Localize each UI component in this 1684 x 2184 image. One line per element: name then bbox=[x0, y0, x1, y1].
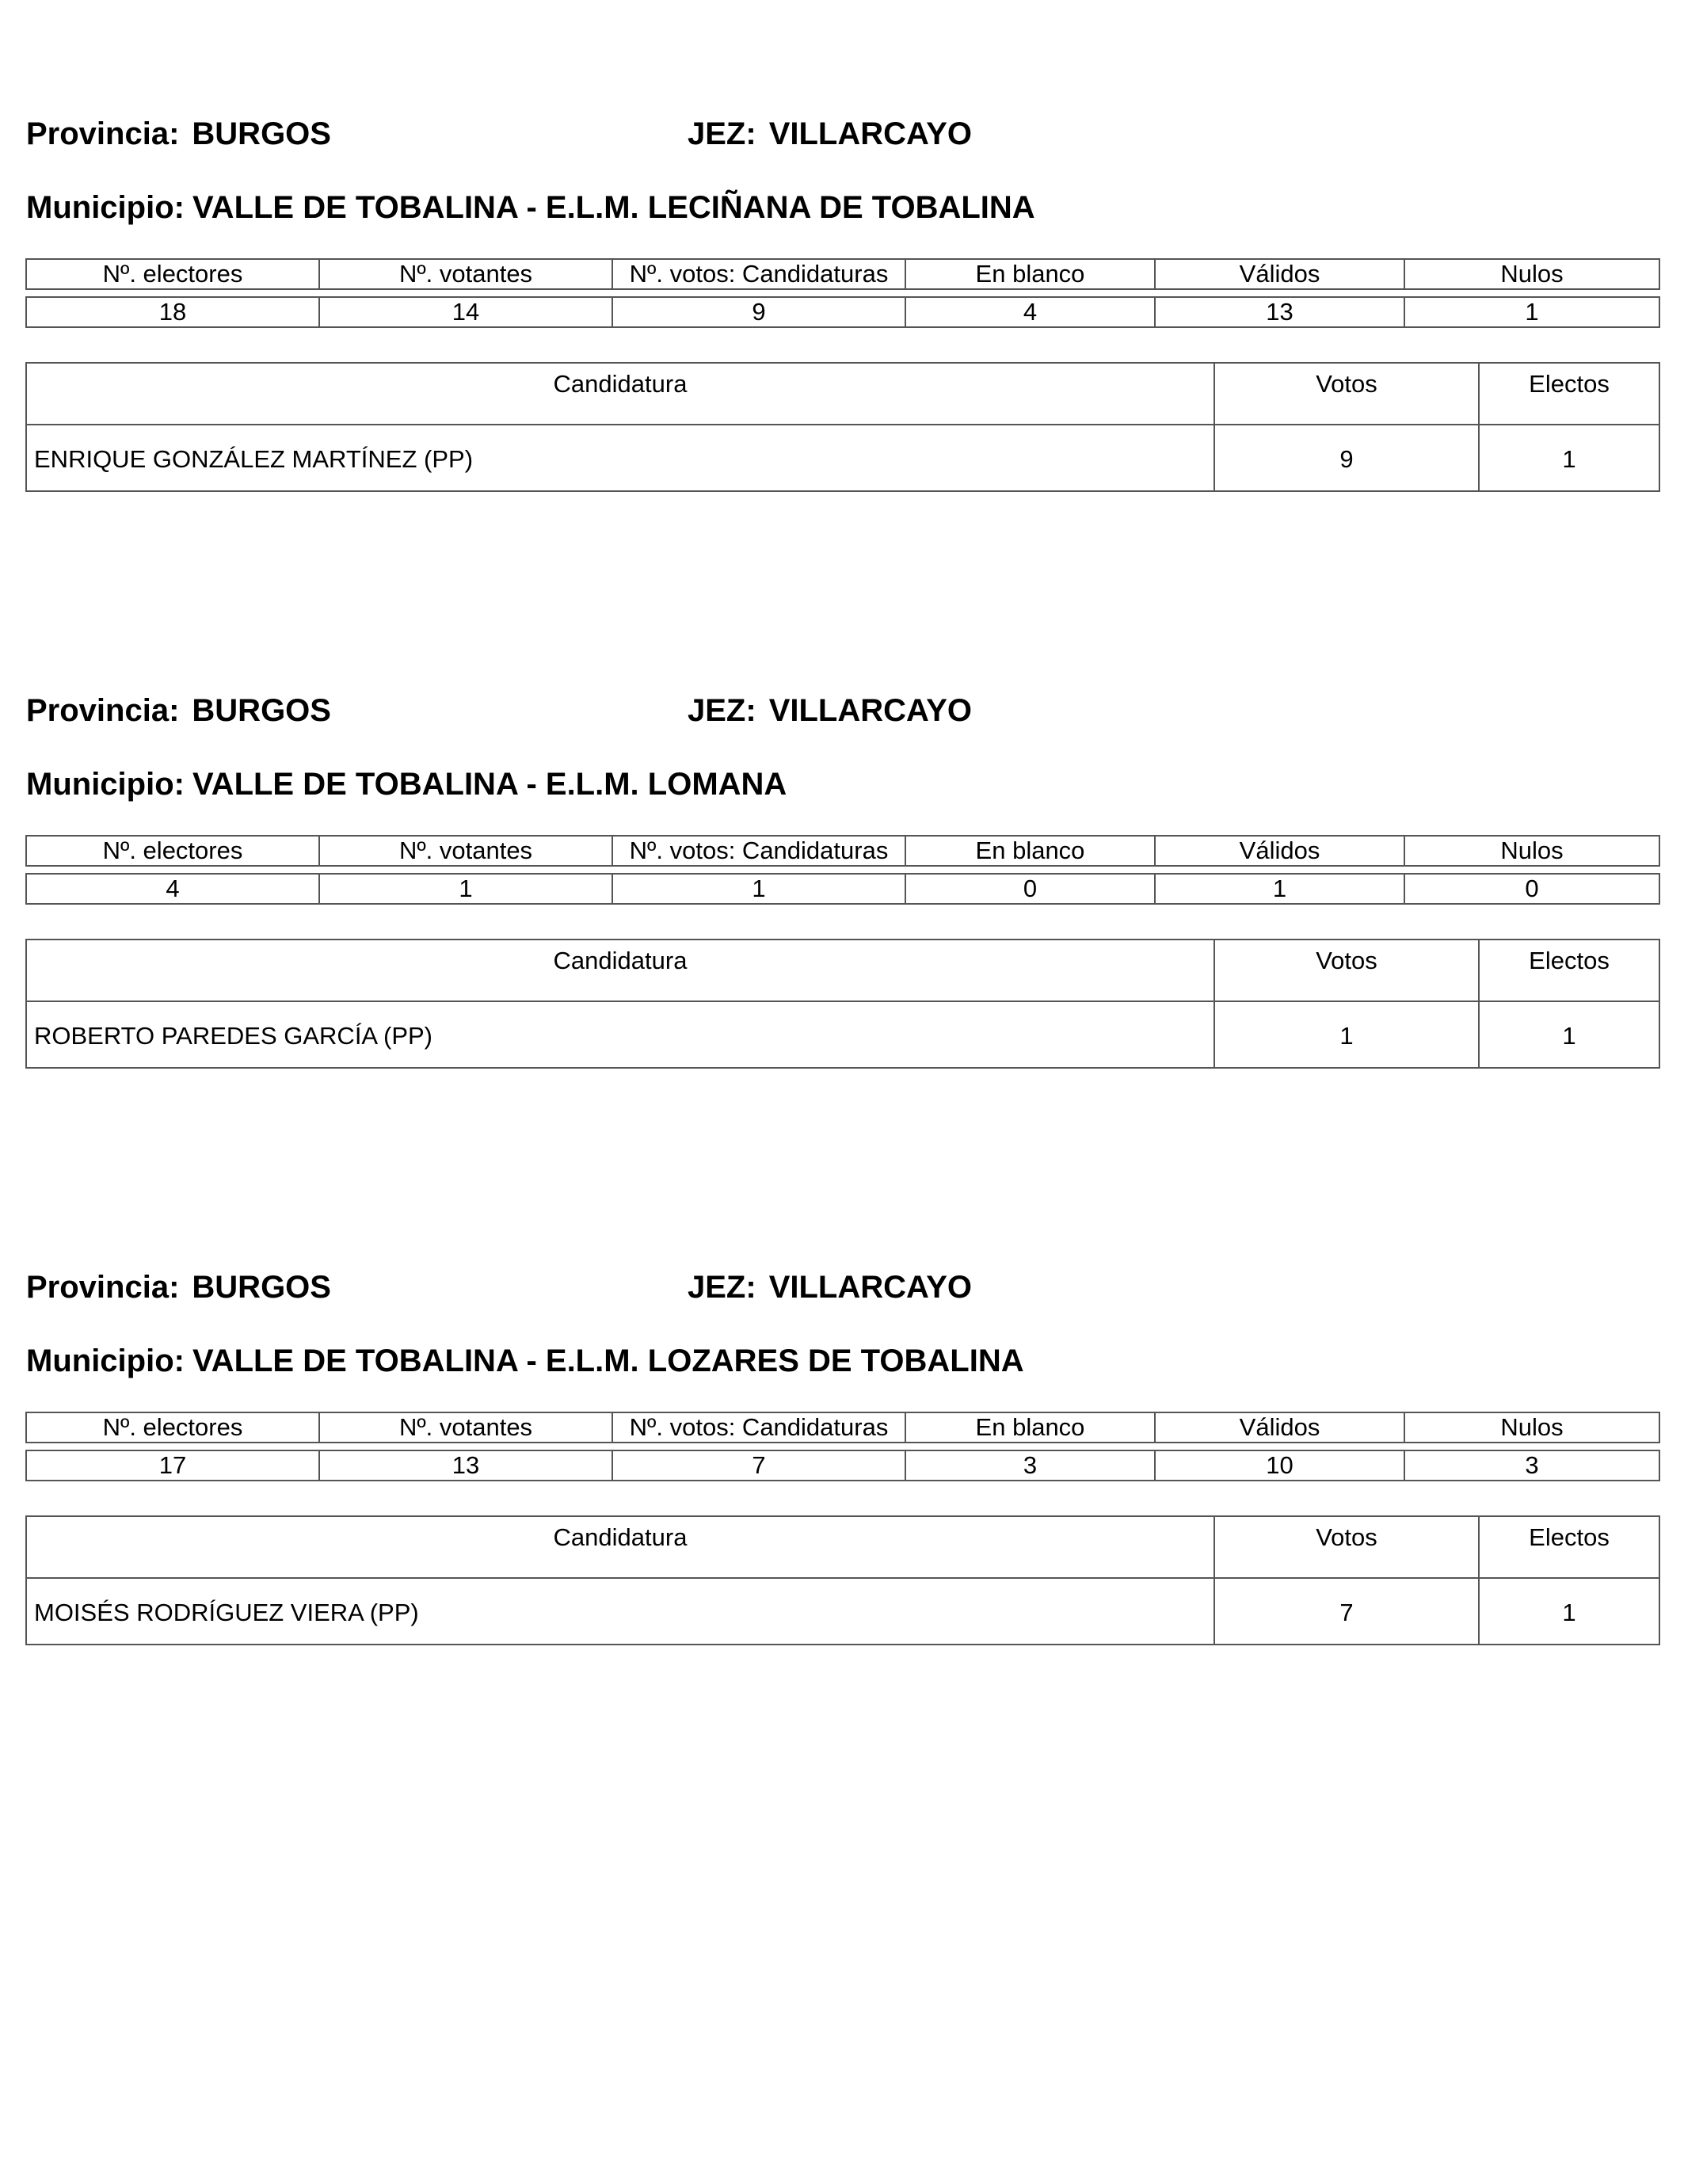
stats-header-votos-candidaturas: Nº. votos: Candidaturas bbox=[612, 1412, 905, 1443]
stats-header-en-blanco: En blanco bbox=[905, 259, 1155, 289]
municipio-value: VALLE DE TOBALINA - E.L.M. LOMANA bbox=[192, 767, 787, 802]
jez-label: JEZ: bbox=[688, 693, 756, 728]
stats-header-votantes: Nº. votantes bbox=[319, 1412, 612, 1443]
candidates-header-candidatura: Candidatura bbox=[26, 363, 1214, 425]
stats-header-en-blanco: En blanco bbox=[905, 1412, 1155, 1443]
candidates-header-candidatura: Candidatura bbox=[26, 1516, 1214, 1578]
stats-value-validos: 10 bbox=[1155, 1450, 1404, 1481]
jez-line bbox=[688, 115, 972, 153]
stats-value-nulos: 3 bbox=[1404, 1450, 1659, 1481]
provincia-line bbox=[26, 692, 331, 730]
stats-header-nulos: Nulos bbox=[1404, 836, 1659, 866]
candidate-row bbox=[26, 1578, 1659, 1645]
candidate-votos: 1 bbox=[1214, 1001, 1479, 1068]
candidates-header-electos: Electos bbox=[1479, 940, 1659, 1001]
stats-header-electores: Nº. electores bbox=[26, 836, 319, 866]
jez-label: JEZ: bbox=[688, 1270, 756, 1305]
stats-value-en-blanco: 0 bbox=[905, 874, 1155, 904]
municipio-line bbox=[26, 765, 787, 803]
stats-value-electores: 4 bbox=[26, 874, 319, 904]
stats-value-votos-candidaturas: 9 bbox=[612, 297, 905, 327]
municipio-line bbox=[26, 1342, 1024, 1380]
result-section-1 bbox=[0, 0, 1684, 570]
stats-header-votantes: Nº. votantes bbox=[319, 259, 612, 289]
provincia-value: BURGOS bbox=[192, 116, 331, 151]
jez-value: VILLARCAYO bbox=[768, 1270, 973, 1305]
result-section-3 bbox=[0, 1153, 1684, 1724]
stats-value-votantes: 1 bbox=[319, 874, 612, 904]
jez-value: VILLARCAYO bbox=[768, 693, 973, 728]
stats-value-row bbox=[26, 1450, 1659, 1481]
municipio-label: Municipio: bbox=[26, 767, 185, 802]
stats-header-validos: Válidos bbox=[1155, 259, 1404, 289]
municipio-value: VALLE DE TOBALINA - E.L.M. LOZARES DE TOBALINA bbox=[192, 1344, 1024, 1378]
stats-header-row bbox=[26, 1412, 1659, 1443]
stats-header-validos: Válidos bbox=[1155, 1412, 1404, 1443]
stats-header-row bbox=[26, 836, 1659, 866]
municipio-label: Municipio: bbox=[26, 190, 185, 225]
candidates-header-electos: Electos bbox=[1479, 1516, 1659, 1578]
stats-value-electores: 18 bbox=[26, 297, 319, 327]
municipio-label: Municipio: bbox=[26, 1344, 185, 1378]
provincia-value: BURGOS bbox=[192, 693, 331, 728]
candidates-header-votos: Votos bbox=[1214, 1516, 1479, 1578]
candidate-votos: 7 bbox=[1214, 1578, 1479, 1645]
stats-value-row bbox=[26, 297, 1659, 327]
stats-value-votos-candidaturas: 7 bbox=[612, 1450, 905, 1481]
candidates-header-row bbox=[26, 940, 1659, 1001]
stats-value-validos: 1 bbox=[1155, 874, 1404, 904]
candidates-table bbox=[25, 362, 1660, 492]
candidate-electos: 1 bbox=[1479, 1578, 1659, 1645]
jez-value: VILLARCAYO bbox=[768, 116, 973, 151]
candidate-row bbox=[26, 425, 1659, 491]
candidate-votos: 9 bbox=[1214, 425, 1479, 491]
stats-header-votos-candidaturas: Nº. votos: Candidaturas bbox=[612, 836, 905, 866]
stats-header-electores: Nº. electores bbox=[26, 259, 319, 289]
stats-header-votantes: Nº. votantes bbox=[319, 836, 612, 866]
candidate-row bbox=[26, 1001, 1659, 1068]
candidates-header-candidatura: Candidatura bbox=[26, 940, 1214, 1001]
provincia-label: Provincia: bbox=[26, 693, 180, 728]
candidate-name: MOISÉS RODRÍGUEZ VIERA (PP) bbox=[26, 1578, 1214, 1645]
jez-line bbox=[688, 692, 972, 730]
stats-value-validos: 13 bbox=[1155, 297, 1404, 327]
provincia-label: Provincia: bbox=[26, 1270, 180, 1305]
municipio-value: VALLE DE TOBALINA - E.L.M. LECIÑANA DE TOBALINA bbox=[192, 190, 1035, 225]
stats-table bbox=[25, 258, 1660, 328]
stats-value-votantes: 14 bbox=[319, 297, 612, 327]
stats-value-nulos: 1 bbox=[1404, 297, 1659, 327]
candidate-electos: 1 bbox=[1479, 1001, 1659, 1068]
candidate-electos: 1 bbox=[1479, 425, 1659, 491]
candidate-name: ENRIQUE GONZÁLEZ MARTÍNEZ (PP) bbox=[26, 425, 1214, 491]
stats-value-electores: 17 bbox=[26, 1450, 319, 1481]
candidates-header-electos: Electos bbox=[1479, 363, 1659, 425]
stats-value-row bbox=[26, 874, 1659, 904]
municipio-line bbox=[26, 189, 1035, 227]
stats-header-validos: Válidos bbox=[1155, 836, 1404, 866]
stats-table bbox=[25, 1412, 1660, 1481]
stats-table bbox=[25, 835, 1660, 905]
provincia-label: Provincia: bbox=[26, 116, 180, 151]
stats-value-nulos: 0 bbox=[1404, 874, 1659, 904]
provincia-line bbox=[26, 115, 331, 153]
provincia-line bbox=[26, 1268, 331, 1306]
candidates-header-votos: Votos bbox=[1214, 940, 1479, 1001]
result-section-2 bbox=[0, 577, 1684, 1147]
stats-header-en-blanco: En blanco bbox=[905, 836, 1155, 866]
jez-line bbox=[688, 1268, 972, 1306]
stats-value-votos-candidaturas: 1 bbox=[612, 874, 905, 904]
stats-header-electores: Nº. electores bbox=[26, 1412, 319, 1443]
stats-value-en-blanco: 4 bbox=[905, 297, 1155, 327]
candidates-header-row bbox=[26, 363, 1659, 425]
candidates-table bbox=[25, 939, 1660, 1069]
stats-header-nulos: Nulos bbox=[1404, 259, 1659, 289]
candidates-header-votos: Votos bbox=[1214, 363, 1479, 425]
stats-header-row bbox=[26, 259, 1659, 289]
jez-label: JEZ: bbox=[688, 116, 756, 151]
stats-value-votantes: 13 bbox=[319, 1450, 612, 1481]
candidates-header-row bbox=[26, 1516, 1659, 1578]
candidate-name: ROBERTO PAREDES GARCÍA (PP) bbox=[26, 1001, 1214, 1068]
stats-header-nulos: Nulos bbox=[1404, 1412, 1659, 1443]
stats-value-en-blanco: 3 bbox=[905, 1450, 1155, 1481]
provincia-value: BURGOS bbox=[192, 1270, 331, 1305]
candidates-table bbox=[25, 1515, 1660, 1645]
stats-header-votos-candidaturas: Nº. votos: Candidaturas bbox=[612, 259, 905, 289]
